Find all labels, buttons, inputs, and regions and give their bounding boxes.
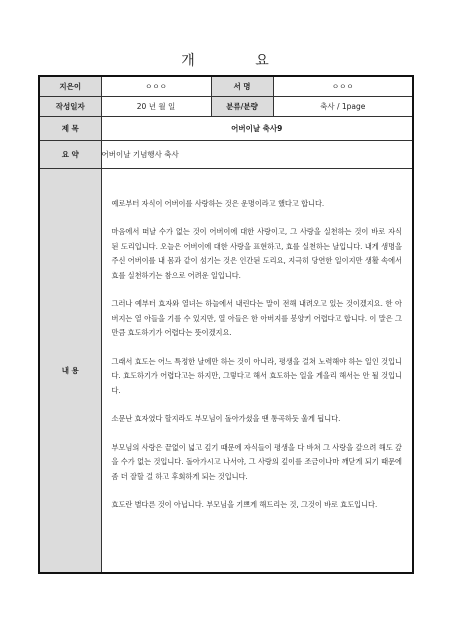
summary-row — [39, 140, 413, 168]
content-paragraph: 부모님의 사랑은 끝없이 넓고 깊기 때문에 자식들이 평생을 다 바쳐 그 사랑을 갚으려 해도 갚을 수가 없는 것입니다. 돌아가시고 나서야, 그 사랑의 깊이를 조금이나마 깨닫게 되기 때문에 좀 더 잘할 걸 하고 후회하게 되는 것입니다. — [111, 442, 402, 481]
content-body — [101, 168, 413, 573]
content-paragraph: 마음에서 떠날 수가 없는 것이 어버이에 대한 사랑이고, 그 사랑을 실천하는 것이 바로 자식 된 도리입니다. 오늘은 어버이에 대한 사랑을 표현하고, 효를 실천하는 날입니다. 내게 생명을 주신 어버이를 내 몸과 같이 섬기는 것은 인간된 도리요, 지극히 당연한 일이지만 생활 속에서 효를 실천하기는 참으로 어려운 일입니다. — [111, 227, 402, 280]
date-label: 작성일자 — [39, 96, 101, 116]
subject-label: 제 목 — [39, 116, 101, 140]
content-paragraph: 그래서 효도는 어느 특정한 날에만 하는 것이 아니라, 평생을 걸쳐 노력해야 하는 일인 것입니다. 효도하기가 어렵다고는 하지만, 그렇다고 해서 효도하는 일을 게을리 해서는 안 될 것입니다. — [111, 356, 402, 395]
content-label: 내 용 — [39, 168, 101, 573]
author-label: 지은이 — [39, 76, 101, 96]
date-row — [39, 96, 413, 116]
content-row — [39, 168, 413, 573]
summary-value: 어버이날 기념행사 축사 — [101, 140, 413, 168]
signature-value: ㅇㅇㅇ — [273, 76, 413, 96]
subject-row — [39, 116, 413, 140]
author-row — [39, 76, 413, 96]
subject-value: 어버이날 축사9 — [101, 116, 413, 140]
author-value: ㅇㅇㅇ — [101, 76, 211, 96]
page-title: 개 요 — [181, 53, 297, 69]
category-label: 분류/분량 — [211, 96, 273, 116]
category-value: 축사 / 1page — [273, 96, 413, 116]
content-paragraph: 그러나 예부터 효자와 열녀는 하늘에서 내린다는 말이 전해 내려오고 있는 것이겠지요. 한 아버지는 열 아들을 기를 수 있지만, 열 아들은 한 아버지를 봉양키 어렵다고 합니다. 이 말은 그만큼 효도하기가 어렵다는 뜻이겠지요. — [111, 299, 402, 337]
document-summary-form — [38, 75, 414, 574]
signature-label: 서 명 — [211, 76, 273, 96]
summary-label: 요 약 — [39, 140, 101, 168]
content-paragraph: 소문난 효자였다 할지라도 부모님이 돌아가셨을 땐 통곡하듯 울게 됩니다. — [111, 414, 341, 423]
content-paragraph: 예로부터 자식이 어버이를 사랑하는 것은 운명이라고 했다고 합니다. — [111, 198, 325, 208]
date-value: 20 년 월 일 — [101, 96, 211, 116]
content-paragraph: 효도란 별다른 것이 아닙니다. 부모님을 기쁘게 해드리는 것, 그것이 바로 효도입니다. — [111, 500, 378, 509]
